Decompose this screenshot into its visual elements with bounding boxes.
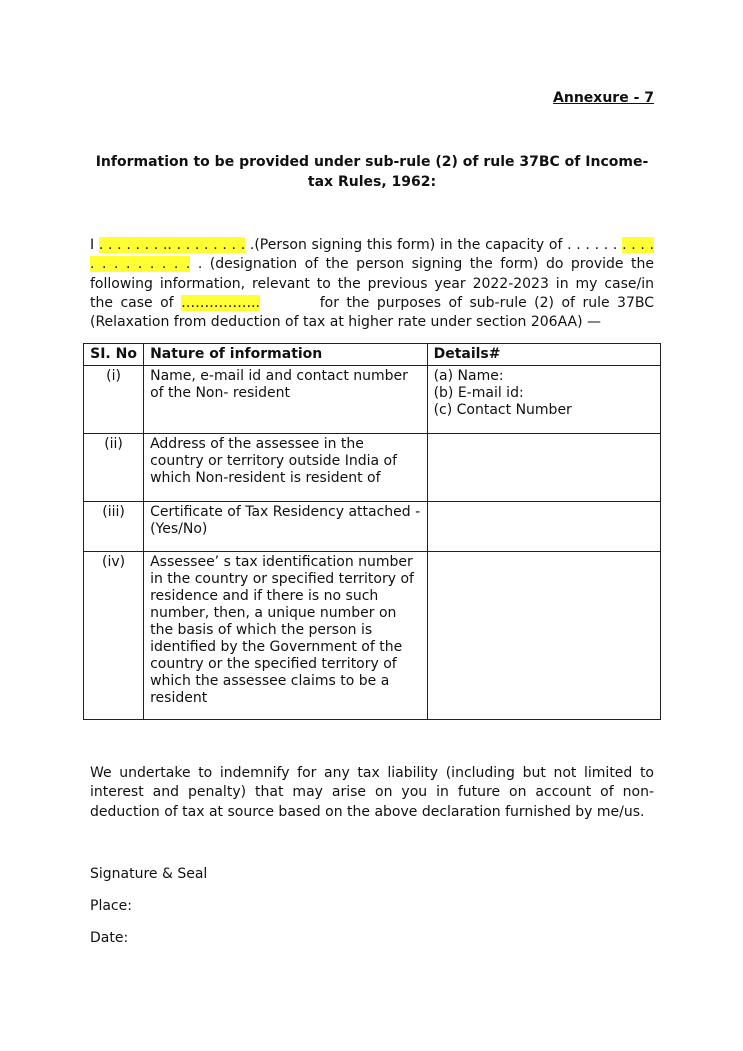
designation-placeholder-field[interactable]: . . . . . . . . . . . . . bbox=[90, 237, 654, 273]
intro-prefix: I bbox=[90, 237, 99, 253]
date-label: Date: bbox=[90, 930, 129, 946]
name-placeholder-field[interactable]: . . . . . . . .. . . . . . . . . bbox=[98, 237, 246, 253]
row-details[interactable] bbox=[427, 502, 660, 552]
table-row bbox=[84, 552, 661, 720]
row-sl: (i) bbox=[84, 366, 144, 434]
information-table bbox=[83, 343, 661, 720]
table-row bbox=[84, 366, 661, 434]
table-row bbox=[84, 434, 661, 502]
detail-contact: (c) Contact Number bbox=[433, 402, 572, 418]
row-nature: Assessee’ s tax identification number in the country or specified territory of residence and if there is no such number, then, a unique number on the basis of which the person is identified by the Government of the country or the specified territory of which the assessee claims to be a resident bbox=[144, 552, 427, 720]
row-nature: Address of the assessee in the country or territory outside India of which Non-resident is resident of bbox=[144, 434, 427, 502]
detail-email: (b) E-mail id: bbox=[433, 385, 524, 401]
detail-name: (a) Name: bbox=[433, 368, 504, 384]
row-details[interactable] bbox=[427, 552, 660, 720]
header-nature: Nature of information bbox=[144, 344, 427, 366]
row-sl: (iii) bbox=[84, 502, 144, 552]
case-placeholder-field[interactable]: …………….. bbox=[181, 294, 260, 311]
header-sl-no: SI. No bbox=[84, 344, 144, 366]
annexure-title: Annexure - 7 bbox=[553, 90, 654, 106]
row-details[interactable] bbox=[427, 366, 660, 434]
table-header-row bbox=[84, 344, 661, 366]
row-details[interactable] bbox=[427, 434, 660, 502]
signature-seal-label: Signature & Seal bbox=[90, 866, 208, 882]
place-label: Place: bbox=[90, 898, 132, 914]
row-nature: Name, e-mail id and contact number of the Non- resident bbox=[144, 366, 427, 434]
header-details: Details# bbox=[427, 344, 660, 366]
intro-after-case: for the purposes of sub-rule (2) of rule 37BC (Relaxation from deduction of tax at higher rate under section 206AA) — bbox=[90, 294, 659, 331]
intro-after-designation: . (designation of the person signing the form) do provide the following information, relevant to the previous year 2022-2023 in my case/in the case of bbox=[90, 256, 655, 311]
form-heading-line-1: Information to be provided under sub-rule (2) of rule 37BC of Income- bbox=[95, 154, 649, 170]
row-sl: (iv) bbox=[84, 552, 144, 720]
declaration-paragraph bbox=[90, 236, 659, 332]
form-heading bbox=[90, 152, 654, 192]
table-row bbox=[84, 502, 661, 552]
undertaking-paragraph: We undertake to indemnify for any tax liability (including but not limited to interest and penalty) that may arise on you in future on account of non-deduction of tax at source based on the above declaration furnished by me/us. bbox=[90, 765, 654, 820]
intro-after-name: .(Person signing this form) in the capacity of . . . . . . bbox=[245, 237, 618, 253]
form-heading-line-2: tax Rules, 1962: bbox=[307, 174, 437, 190]
row-sl: (ii) bbox=[84, 434, 144, 502]
row-nature: Certificate of Tax Residency attached - (Yes/No) bbox=[144, 502, 427, 552]
